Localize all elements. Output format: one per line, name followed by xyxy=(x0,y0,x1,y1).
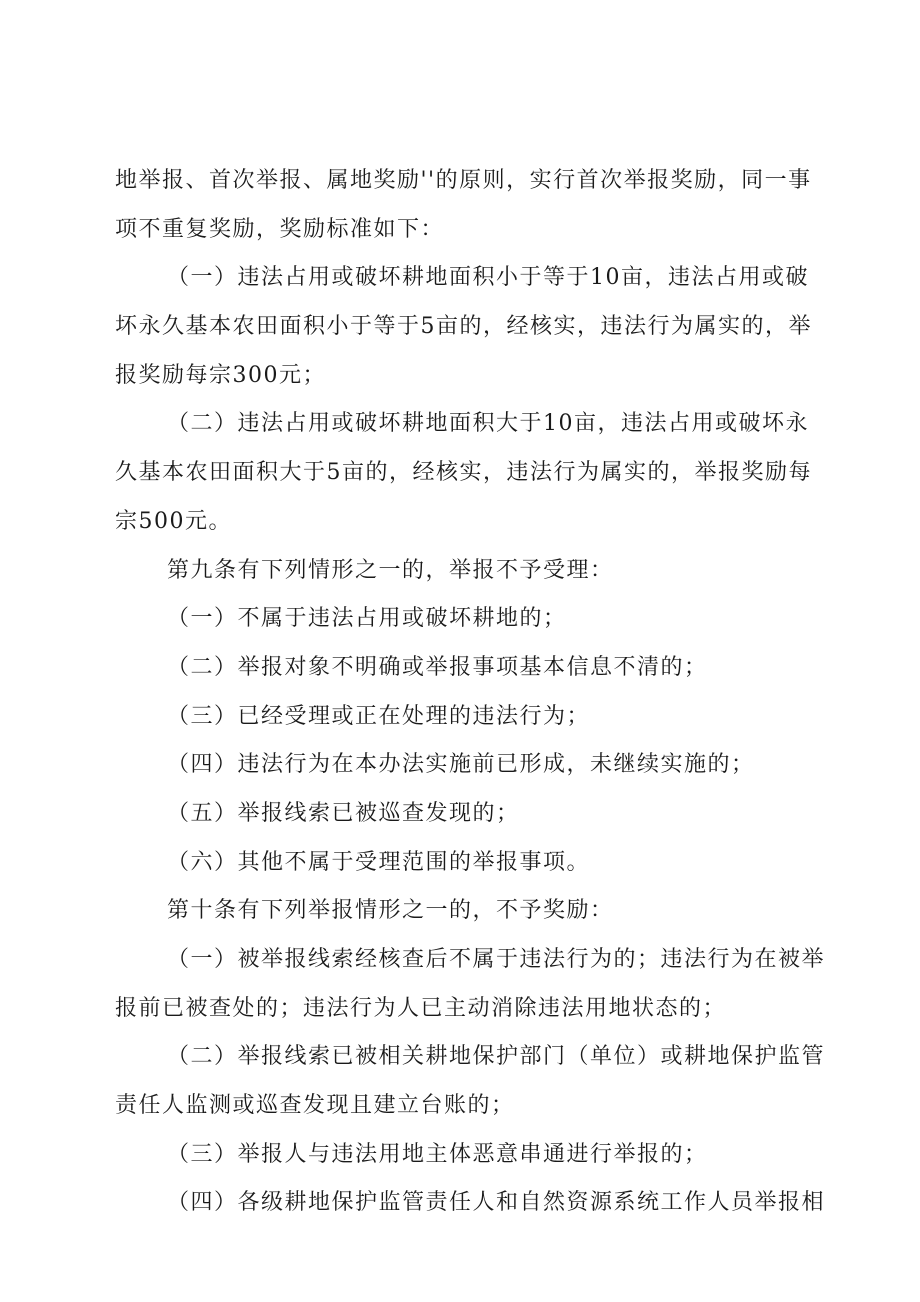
text-line: （一）不属于违法占用或破坏耕地的； xyxy=(167,606,567,632)
article-heading: 第十条有下列举报情形之一的，不予奖励： xyxy=(167,898,614,924)
article-heading: 第九条有下列情形之一的，举报不予受理： xyxy=(167,557,614,583)
text-line: （三）已经受理或正在处理的违法行为； xyxy=(167,703,591,729)
text-line: 坏永久基本农田面积小于等于5亩的，经核实，违法行为属实的，举 xyxy=(115,314,812,340)
text-line: （五）举报线索已被巡查发现的； xyxy=(167,800,520,826)
text-line: （二）举报线索已被相关耕地保护部门（单位）或耕地保护监管 xyxy=(167,1044,826,1070)
text-line: （一）违法占用或破坏耕地面积小于等于10亩，违法占用或破 xyxy=(167,265,809,291)
text-line: 项不重复奖励，奖励标准如下： xyxy=(115,216,445,242)
document-body xyxy=(115,157,826,1228)
text-line: 报前已被查处的；违法行为人已主动消除违法用地状态的； xyxy=(115,995,727,1021)
text-line: （六）其他不属于受理范围的举报事项。 xyxy=(167,849,591,875)
text-line: 责任人监测或巡查发现且建立台账的； xyxy=(115,1093,515,1119)
text-line: （一）被举报线索经核查后不属于违法行为的；违法行为在被举 xyxy=(167,947,826,972)
text-line: （二）违法占用或破坏耕地面积大于10亩，违法占用或破坏永 xyxy=(167,411,809,437)
text-line: 地举报、首次举报、属地奖励''的原则，实行首次举报奖励，同一事 xyxy=(115,168,812,193)
text-line: 宗500元。 xyxy=(115,508,232,534)
text-line: （二）举报对象不明确或举报事项基本信息不清的； xyxy=(167,654,708,680)
text-line: 报奖励每宗300元； xyxy=(115,362,326,388)
text-line: （三）举报人与违法用地主体恶意串通进行举报的； xyxy=(167,1141,708,1167)
text-line: 久基本农田面积大于5亩的，经核实，违法行为属实的，举报奖励每 xyxy=(115,460,812,486)
text-line: （四）各级耕地保护监管责任人和自然资源系统工作人员举报相 xyxy=(167,1190,826,1216)
text-line: （四）违法行为在本办法实施前已形成，未继续实施的； xyxy=(167,752,755,778)
